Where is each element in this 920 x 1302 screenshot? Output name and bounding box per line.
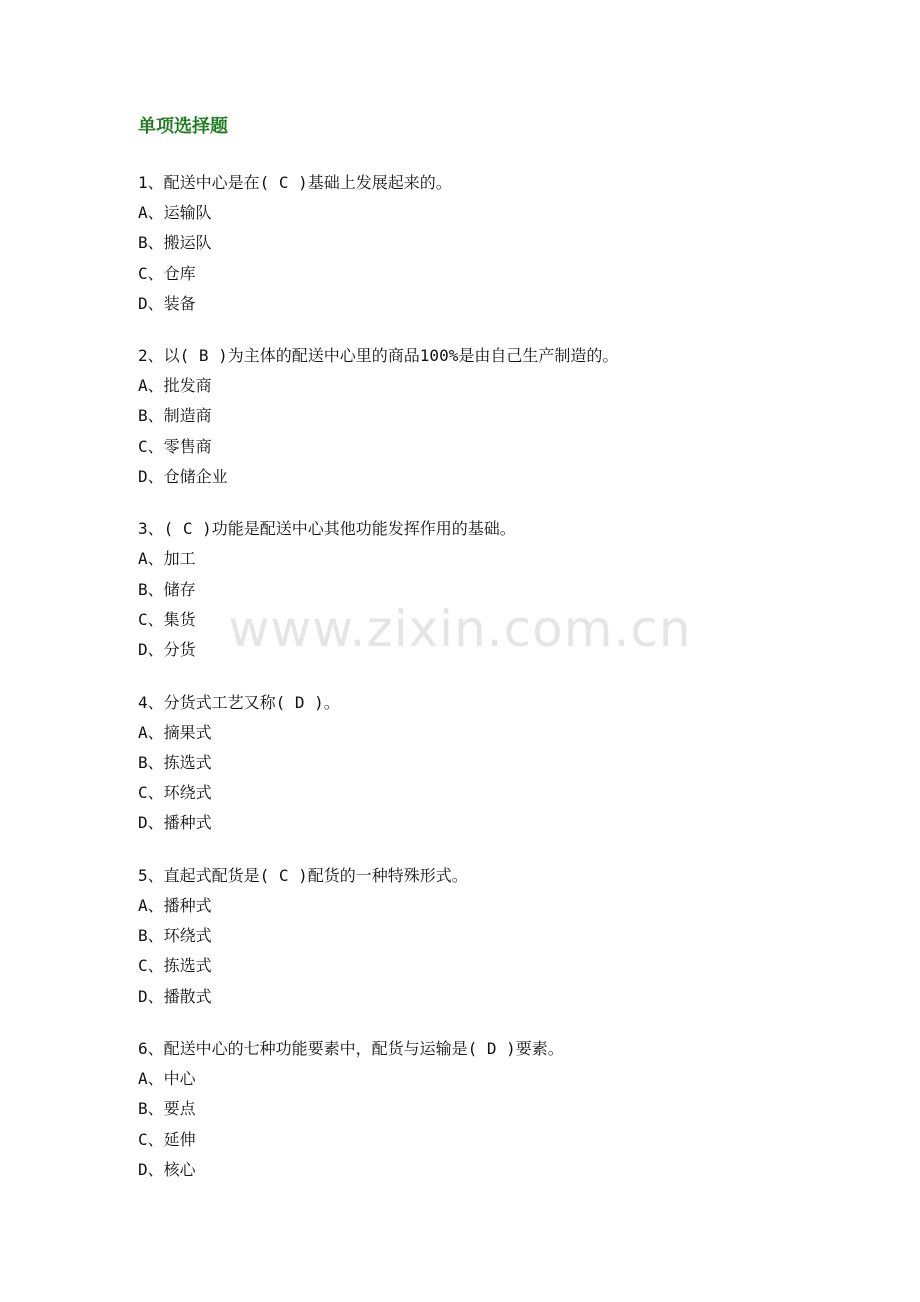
option-a: A、运输队: [138, 203, 212, 222]
option-c: C、零售商: [138, 436, 212, 456]
option-c: C、延伸: [138, 1129, 196, 1149]
option-a: A、批发商: [138, 376, 212, 396]
question-4: [138, 688, 778, 839]
option-b: B、储存: [138, 579, 196, 599]
question-2: [138, 341, 778, 492]
question-stem: 2、以( B )为主体的配送中心里的商品100%是由自己生产制造的。: [138, 346, 619, 366]
question-6: [138, 1034, 778, 1185]
option-d: D、仓储企业: [138, 467, 228, 487]
option-b: B、拣选式: [138, 752, 212, 772]
option-b: B、要点: [138, 1099, 196, 1119]
option-d: D、装备: [138, 293, 196, 313]
option-b: B、搬运队: [138, 233, 212, 253]
section-title: 单项选择题: [138, 116, 228, 137]
question-stem: 3、( C )功能是配送中心其他功能发挥作用的基础。: [138, 519, 516, 539]
option-a: A、播种式: [138, 895, 212, 915]
option-d: D、分货: [138, 640, 196, 660]
option-c: C、集货: [138, 609, 196, 629]
question-5: [138, 861, 778, 1012]
option-a: A、中心: [138, 1068, 196, 1088]
question-stem: 4、分货式工艺又称( D )。: [138, 692, 340, 712]
option-d: D、播种式: [138, 813, 212, 833]
option-c: C、环绕式: [138, 783, 212, 803]
watermark-text: www.zixin.com.cn: [228, 600, 692, 658]
document-page: [138, 112, 778, 1207]
question-stem: 6、配送中心的七种功能要素中，配货与运输是( D )要素。: [138, 1038, 564, 1058]
option-d: D、核心: [138, 1159, 196, 1179]
option-a: A、摘果式: [138, 722, 212, 742]
question-stem: 1、配送中心是在( C )基础上发展起来的。: [138, 173, 452, 192]
option-c: C、仓库: [138, 263, 196, 283]
option-b: B、环绕式: [138, 926, 212, 946]
option-a: A、加工: [138, 549, 196, 569]
option-d: D、播散式: [138, 986, 212, 1006]
question-3: [138, 514, 778, 665]
question-1: [138, 168, 778, 319]
question-stem: 5、直起式配货是( C )配货的一种特殊形式。: [138, 865, 468, 885]
option-b: B、制造商: [138, 406, 212, 426]
option-c: C、拣选式: [138, 956, 212, 976]
